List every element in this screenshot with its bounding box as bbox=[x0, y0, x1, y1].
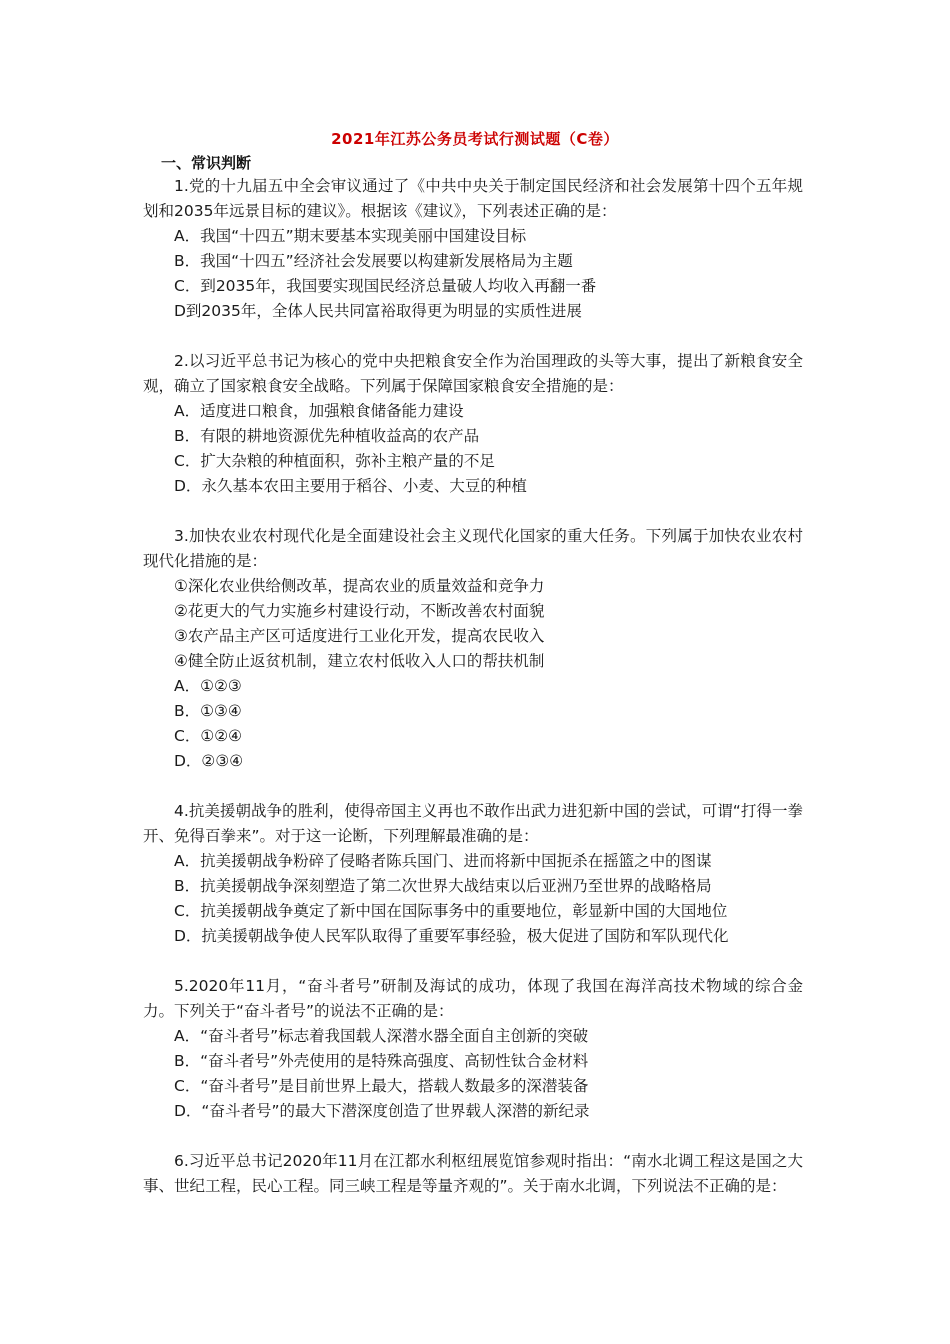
answer-option: B．①③④ bbox=[174, 702, 242, 720]
answer-option: A．“奋斗者号”标志着我国载人深潜水器全面自主创新的突破 bbox=[174, 1027, 589, 1045]
answer-option: A．适度进口粮食，加强粮食储备能力建设 bbox=[174, 402, 464, 420]
statement-item: ③农产品主产区可适度进行工业化开发，提高农民收入 bbox=[174, 627, 545, 645]
answer-option: A．抗美援朝战争粉碎了侵略者陈兵国门、进而将新中国扼杀在摇篮之中的图谋 bbox=[174, 852, 712, 870]
question-stem: 1.党的十九届五中全会审议通过了《中共中央关于制定国民经济和社会发展第十四个五年规划和2035年远景目标的建议》。根据该《建议》，下列表述正确的是： bbox=[143, 177, 803, 220]
answer-option: D．抗美援朝战争使人民军队取得了重要军事经验，极大促进了国防和军队现代化 bbox=[174, 927, 729, 945]
answer-option: C．到2035年，我国要实现国民经济总量破人均收入再翻一番 bbox=[174, 277, 597, 295]
answer-option: C．①②④ bbox=[174, 727, 243, 745]
answer-option: D．永久基本农田主要用于稻谷、小麦、大豆的种植 bbox=[174, 477, 527, 495]
answer-option: C．“奋斗者号”是目前世界上最大，搭载人数最多的深潜装备 bbox=[174, 1077, 589, 1095]
statement-item: ④健全防止返贫机制，建立农村低收入人口的帮扶机制 bbox=[174, 652, 545, 670]
answer-option: D．②③④ bbox=[174, 752, 244, 770]
statement-item: ②花更大的气力实施乡村建设行动，不断改善农村面貌 bbox=[174, 602, 545, 620]
question-block bbox=[143, 1149, 803, 1199]
answer-option: A．①②③ bbox=[174, 677, 242, 695]
answer-option: D到2035年，全体人民共同富裕取得更为明显的实质性进展 bbox=[174, 302, 582, 320]
answer-option: C．扩大杂粮的种植面积，弥补主粮产量的不足 bbox=[174, 452, 495, 470]
document-title: 2021年江苏公务员考试行测试题（C卷） bbox=[331, 130, 619, 148]
section-heading: 一、常识判断 bbox=[161, 154, 252, 172]
answer-option: B．抗美援朝战争深刻塑造了第二次世界大战结束以后亚洲乃至世界的战略格局 bbox=[174, 877, 712, 895]
question-stem: 2.以习近平总书记为核心的党中央把粮食安全作为治国理政的头等大事，提出了新粮食安全观，确立了国家粮食安全战略。下列属于保障国家粮食安全措施的是： bbox=[143, 352, 803, 395]
question-block bbox=[143, 174, 803, 324]
answer-option: B．有限的耕地资源优先种植收益高的农产品 bbox=[174, 427, 480, 445]
answer-option: D．“奋斗者号”的最大下潜深度创造了世界载人深潜的新纪录 bbox=[174, 1102, 590, 1120]
answer-option: C．抗美援朝战争奠定了新中国在国际事务中的重要地位，彰显新中国的大国地位 bbox=[174, 902, 728, 920]
question-stem: 6.习近平总书记2020年11月在江都水利枢纽展览馆参观时指出：“南水北调工程这是国之大事、世纪工程，民心工程。同三峡工程是等量齐观的”。关于南水北调，下列说法不正确的是： bbox=[143, 1152, 803, 1195]
question-stem: 4.抗美援朝战争的胜利，使得帝国主义再也不敢作出武力进犯新中国的尝试，可谓“打得一拳开、免得百拳来”。对于这一论断，下列理解最准确的是： bbox=[143, 802, 803, 845]
question-list bbox=[143, 174, 803, 1224]
question-block bbox=[143, 349, 803, 499]
question-block bbox=[143, 799, 803, 949]
answer-option: A．我国“十四五”期末要基本实现美丽中国建设目标 bbox=[174, 227, 527, 245]
statement-item: ①深化农业供给侧改革，提高农业的质量效益和竞争力 bbox=[174, 577, 545, 595]
question-stem: 3.加快农业农村现代化是全面建设社会主义现代化国家的重大任务。下列属于加快农业农村现代化措施的是： bbox=[143, 527, 803, 570]
question-stem: 5.2020年11月，“奋斗者号”研制及海试的成功，体现了我国在海洋高技术物域的综合金力。下列关于“奋斗者号”的说法不正确的是： bbox=[143, 977, 803, 1020]
question-block bbox=[143, 524, 803, 774]
answer-option: B．我国“十四五”经济社会发展要以构建新发展格局为主题 bbox=[174, 252, 573, 270]
question-block bbox=[143, 974, 803, 1124]
answer-option: B．“奋斗者号”外壳使用的是特殊高强度、高韧性钛合金材料 bbox=[174, 1052, 589, 1070]
